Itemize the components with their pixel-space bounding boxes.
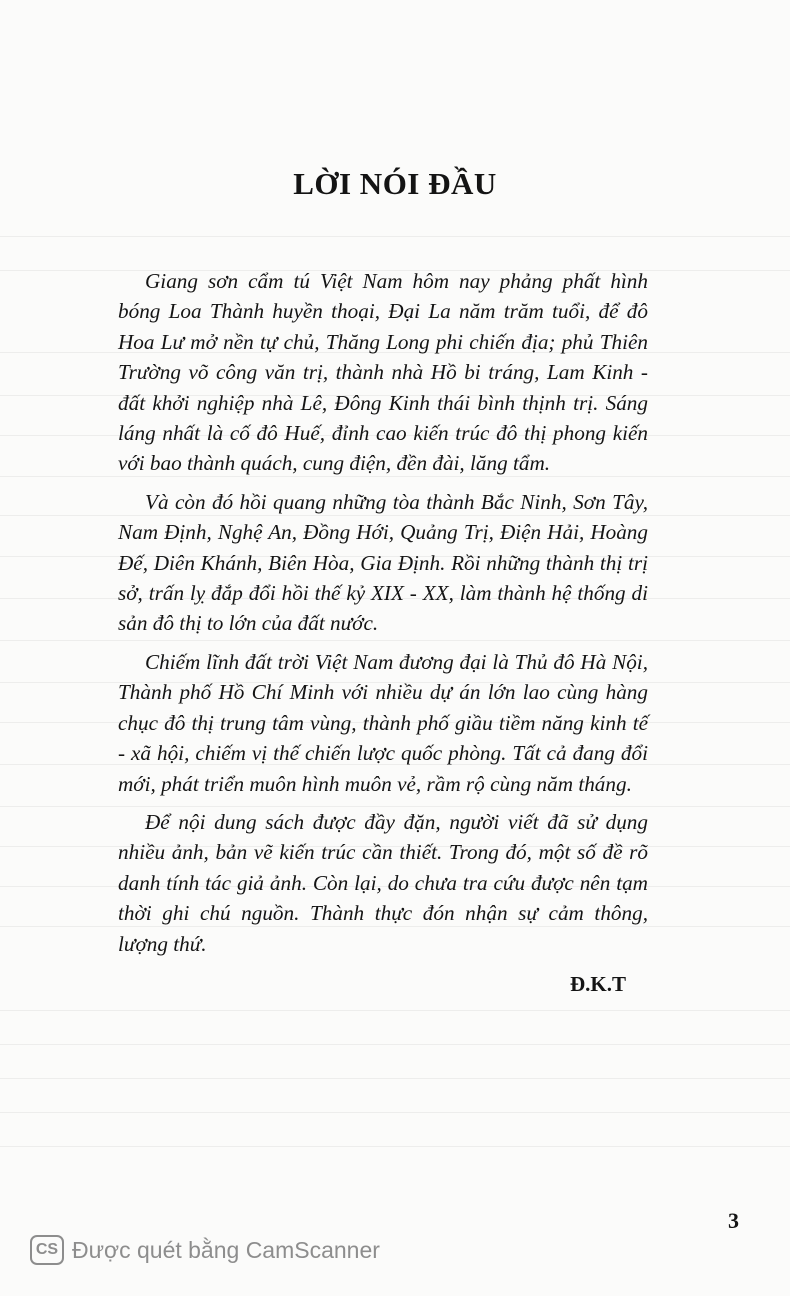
paragraph-4: Để nội dung sách được đầy đặn, người viết đã sử dụng nhiều ảnh, bản vẽ kiến trúc cần thiết. Trong đó, một số đề rõ danh tính tác giả ảnh. Còn lại, do chưa tra cứu được nên tạm thời ghi chú nguồn. Thành thực đón nhận sự cảm thông, lượng thứ. (118, 809, 648, 956)
page-number: 3 (728, 1208, 739, 1233)
camscanner-logo-icon: CS (30, 1235, 64, 1265)
paragraph-3: Chiếm lĩnh đất trời Việt Nam đương đại là Thủ đô Hà Nội, Thành phố Hồ Chí Minh với nhiều dự án lớn lao cùng hàng chục đô thị trung tâm vùng, thành phố giầu tiềm năng kinh tế - xã hội, chiếm vị thế chiến lược quốc phòng. Tất cả đang đổi mới, phát triển muôn hình muôn vẻ, rầm rộ cùng năm tháng. (118, 649, 648, 796)
camscanner-text: Được quét bằng CamScanner (72, 1236, 380, 1263)
camscanner-watermark (30, 1232, 380, 1268)
author-signature: Đ.K.T (570, 972, 627, 996)
paragraph-2: Và còn đó hồi quang những tòa thành Bắc Ninh, Sơn Tây, Nam Định, Nghệ An, Đồng Hới, Quảng Trị, Điện Hải, Hoàng Đế, Diên Khánh, Biên Hòa, Gia Định. Rồi những thành thị trị sở, trấn lỵ đắp đổi hồi thế kỷ XIX - XX, làm thành hệ thống di sản đô thị to lớn của đất nước. (118, 489, 648, 636)
foreword-body (118, 266, 648, 967)
paragraph-1: Giang sơn cẩm tú Việt Nam hôm nay phảng phất hình bóng Loa Thành huyền thoại, Đại La năm trăm tuổi, để đô Hoa Lư mở nền tự chủ, Thăng Long phi chiến địa; phủ Thiên Trường võ công văn trị, thành nhà Hồ bi tráng, Lam Kinh - đất khởi nghiệp nhà Lê, Đông Kinh thái bình thịnh trị. Sáng láng nhất là cố đô Huế, đỉnh cao kiến trúc đô thị phong kiến với bao thành quách, cung điện, đền đài, lăng tẩm. (118, 269, 648, 476)
page-title: LỜI NÓI ĐẦU (293, 166, 497, 201)
